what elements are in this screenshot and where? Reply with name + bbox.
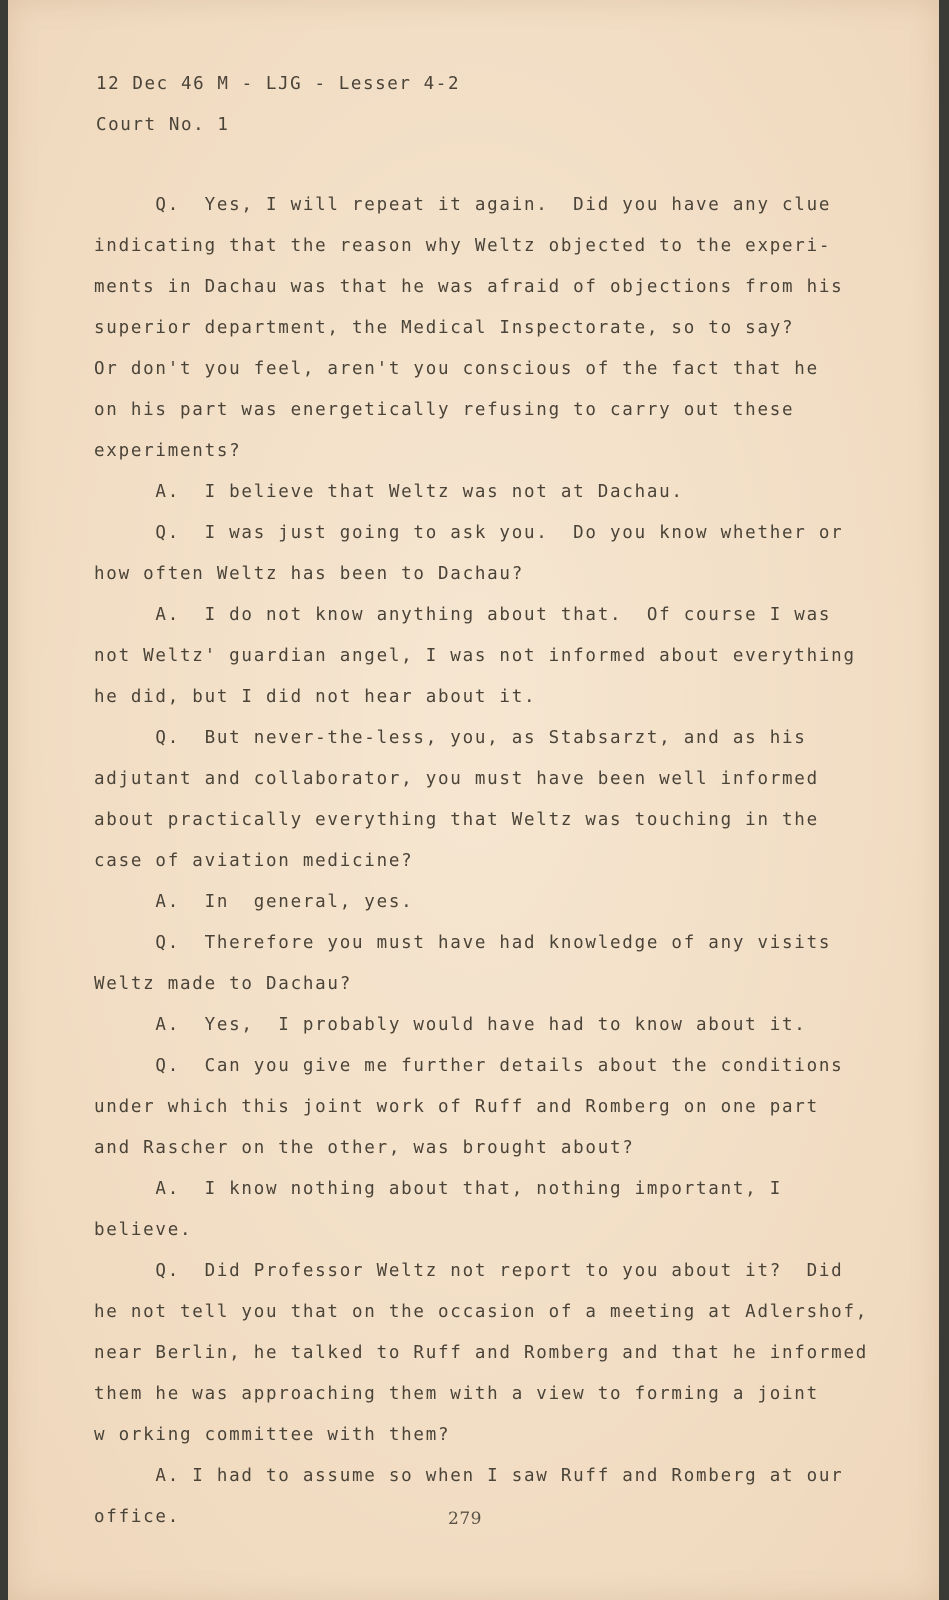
transcript-line: ments in Dachau was that he was afraid of objections from his — [94, 277, 844, 297]
header-reference-line: 12 Dec 46 M - LJG - Lesser 4-2 — [96, 74, 461, 94]
transcript-line: Q. Can you give me further details about the conditions — [94, 1056, 844, 1076]
transcript-line: near Berlin, he talked to Ruff and Romberg and that he informed — [94, 1343, 869, 1363]
transcript-line: Weltz made to Dachau? — [94, 974, 353, 994]
transcript-line: office. — [94, 1507, 181, 1527]
transcript-line: on his part was energetically refusing to carry out these — [94, 400, 795, 420]
transcript-line: he did, but I did not hear about it. — [94, 687, 537, 707]
transcript-line: believe. — [94, 1220, 193, 1240]
transcript-line: indicating that the reason why Weltz objected to the experi- — [94, 236, 832, 256]
page-number: 279 — [448, 1509, 482, 1529]
transcript-line: how often Weltz has been to Dachau? — [94, 564, 525, 584]
transcript-line: superior department, the Medical Inspectorate, so to say? — [94, 318, 795, 338]
transcript-line: Q. Yes, I will repeat it again. Did you have any clue — [94, 195, 832, 215]
transcript-line: A. I know nothing about that, nothing important, I — [94, 1179, 783, 1199]
transcript-line: experiments? — [94, 441, 242, 461]
transcript-line: case of aviation medicine? — [94, 851, 414, 871]
transcript-line: Q. But never-the-less, you, as Stabsarzt, and as his — [94, 728, 807, 748]
transcript-line: them he was approaching them with a view to forming a joint — [94, 1384, 819, 1404]
transcript-line: Q. Therefore you must have had knowledge of any visits — [94, 933, 832, 953]
transcript-line: about practically everything that Weltz was touching in the — [94, 810, 819, 830]
transcript-line: w orking committee with them? — [94, 1425, 451, 1445]
transcript-line: Q. I was just going to ask you. Do you know whether or — [94, 523, 844, 543]
transcript-line: he not tell you that on the occasion of a meeting at Adlershof, — [94, 1302, 869, 1322]
transcript-line: under which this joint work of Ruff and Romberg on one part — [94, 1097, 819, 1117]
transcript-line: A. In general, yes. — [94, 892, 414, 912]
transcript-line: and Rascher on the other, was brought about? — [94, 1138, 635, 1158]
document-page — [8, 0, 939, 1600]
transcript-line: A. I had to assume so when I saw Ruff and Romberg at our — [94, 1466, 844, 1486]
transcript-line: Or don't you feel, aren't you conscious of the fact that he — [94, 359, 819, 379]
transcript-line: Q. Did Professor Weltz not report to you about it? Did — [94, 1261, 844, 1281]
transcript-line: adjutant and collaborator, you must have been well informed — [94, 769, 819, 789]
transcript-line: not Weltz' guardian angel, I was not informed about everything — [94, 646, 856, 666]
transcript-line: A. I do not know anything about that. Of course I was — [94, 605, 832, 625]
transcript-line: A. I believe that Weltz was not at Dachau. — [94, 482, 684, 502]
transcript-line: A. Yes, I probably would have had to know about it. — [94, 1015, 807, 1035]
header-court-line: Court No. 1 — [96, 115, 230, 135]
